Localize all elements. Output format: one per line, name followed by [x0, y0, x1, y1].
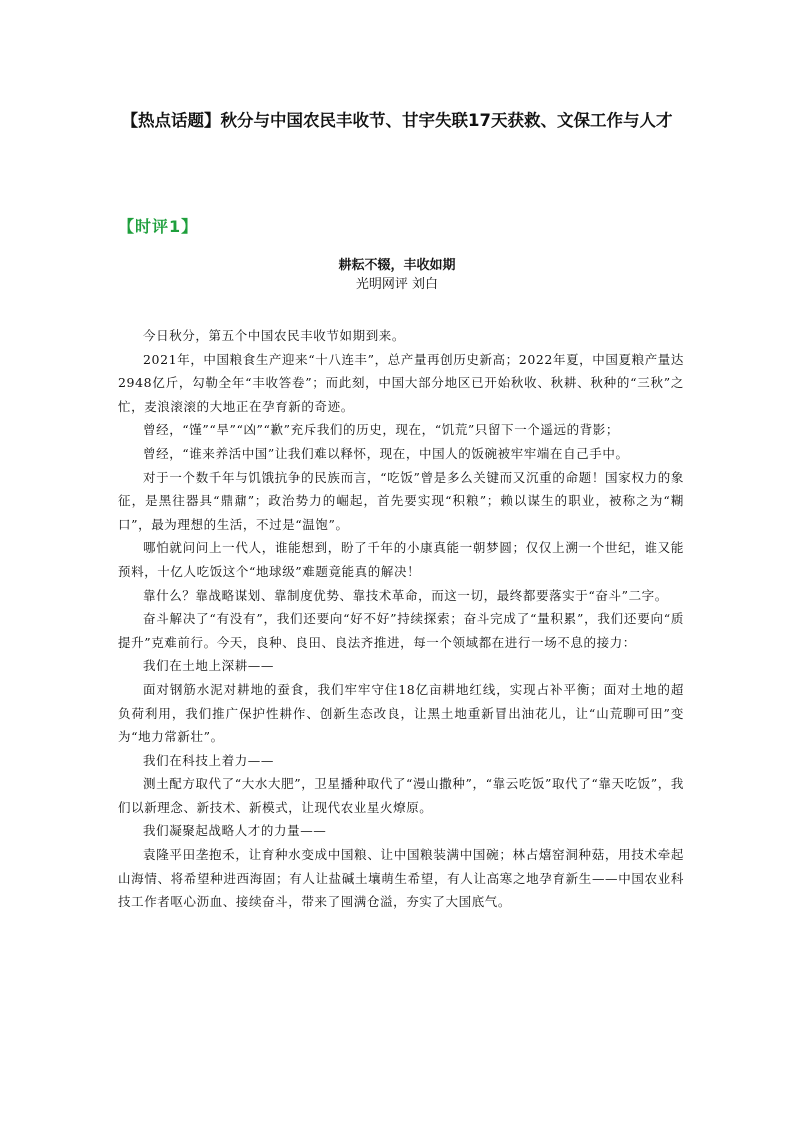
paragraph: 面对钢筋水泥对耕地的蚕食，我们牢牢守住18亿亩耕地红线，实现占补平衡；面对土地的超负荷利用，我们推广保护性耕作、创新生态改良，让黑土地重新冒出油花儿，让“山荒聊可田”变为“地力常新壮”。	[118, 681, 684, 745]
paragraph: 对于一个数千年与饥饿抗争的民族而言，“吃饭”曾是多么关键而又沉重的命题！国家权力的象征，是黑往器具“鼎鼐”；政治势力的崛起，首先要实现“积粮”；赖以谋生的职业，被称之为“糊口”，最为理想的生活，不过是“温饱”。	[118, 469, 684, 532]
document-title: 【热点话题】秋分与中国农民丰收节、甘宇失联17天获救、文保工作与人才	[121, 111, 673, 130]
paragraph: 我们凝聚起战略人才的力量——	[143, 823, 327, 839]
section-label: 【时评1】	[118, 217, 199, 236]
paragraph: 测土配方取代了“大水大肥”，卫星播种取代了“漫山撒种”，“靠云吃饭”取代了“靠天吃饭”，我们以新理念、新技术、新模式，让现代农业星火燎原。	[118, 776, 684, 815]
byline: 光明网评 刘白	[355, 277, 439, 292]
paragraph: 我们在土地上深耕——	[143, 658, 275, 674]
article-title: 耕耘不辍，丰收如期	[338, 258, 456, 273]
paragraph: 奋斗解决了“有没有”，我们还要向“好不好”持续探索；奋斗完成了“量积累”，我们还要向“质提升”克难前行。今天，良种、良田、良法齐推进，每一个领域都在进行一场不息的接力：	[118, 611, 684, 650]
paragraph: 袁隆平田垄抱禾，让育种水变成中国粮、让中国粮装满中国碗；林占熺窑洞种菇，用技术牵起山海情、将希望种进西海固；有人让盐碱土壤萌生希望，有人让高寒之地孕育新生——中国农业科技工作者呕心沥血、接续奋斗，带来了囤满仓溢，夯实了大国底气。	[118, 847, 684, 910]
paragraph: 曾经，“谁来养活中国”让我们难以释怀，现在，中国人的饭碗被牢牢端在自己手中。	[143, 445, 629, 461]
paragraph: 曾经，“馑”“旱”“凶”“歉”充斥我们的历史，现在，“饥荒”只留下一个遥远的背影；	[143, 422, 620, 438]
paragraph: 2021年，中国粮食生产迎来“十八连丰”，总产量再创历史新高；2022年夏，中国夏粮产量达2948亿斤，勾勒全年“丰收答卷”；而此刻，中国大部分地区已开始秋收、秋耕、秋种的“三秋”之忙，麦浪滚滚的大地正在孕育新的奇迹。	[118, 351, 684, 414]
paragraph: 哪怕就问问上一代人，谁能想到，盼了千年的小康真能一朝梦圆；仅仅上溯一个世纪，谁又能预料，十亿人吃饭这个“地球级”难题竟能真的解决！	[118, 540, 684, 579]
paragraph: 我们在科技上着力——	[143, 752, 275, 768]
article-body	[118, 324, 684, 914]
paragraph: 今日秋分，第五个中国农民丰收节如期到来。	[143, 328, 406, 343]
paragraph: 靠什么？靠战略谋划、靠制度优势、靠技术革命，而这一切，最终都要落实于“奋斗”二字。	[143, 587, 668, 603]
